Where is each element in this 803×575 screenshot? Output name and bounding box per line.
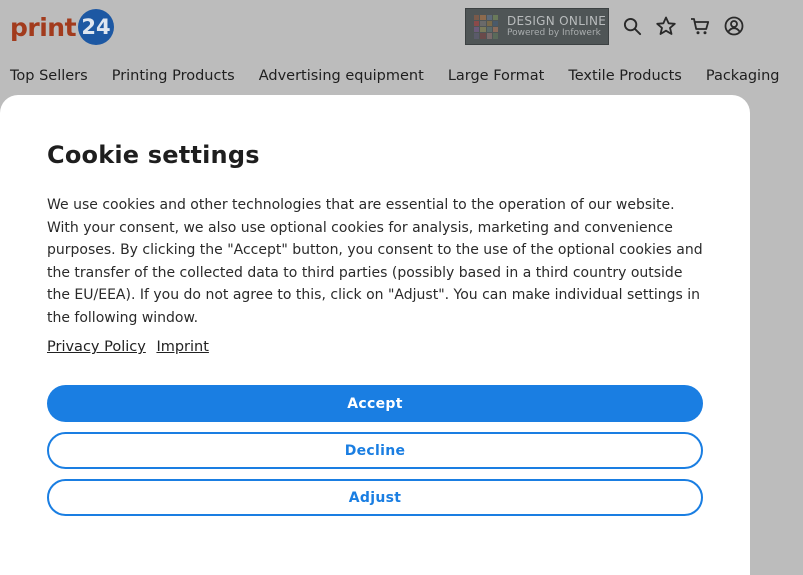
nav-item-packaging[interactable]: Packaging (705, 68, 780, 84)
design-online-subtitle: Powered by Infowerk (507, 28, 601, 38)
search-icon[interactable] (622, 16, 642, 36)
nav-item-printing-products[interactable]: Printing Products (111, 68, 235, 84)
imprint-link[interactable]: Imprint (156, 339, 209, 355)
privacy-policy-link[interactable]: Privacy Policy (47, 339, 146, 355)
star-icon[interactable] (656, 16, 676, 36)
header-icons (622, 16, 744, 36)
user-icon[interactable] (724, 16, 744, 36)
print24-logo[interactable] (10, 9, 114, 45)
nav-item-top-sellers[interactable]: Top Sellers (10, 68, 88, 84)
nav-item-textile-products[interactable]: Textile Products (568, 68, 682, 84)
color-grid-icon (474, 15, 498, 39)
decline-button[interactable]: Decline (47, 432, 703, 469)
cookie-dialog-links (47, 339, 215, 355)
cookie-dialog-title: Cookie settings (47, 141, 260, 169)
logo-text: print (10, 12, 77, 42)
logo-badge: 24 (78, 9, 114, 45)
adjust-button[interactable]: Adjust (47, 479, 703, 516)
cookie-dialog-text: We use cookies and other technologies that are essential to the operation of our website. With your consent, we also use optional cookies for analysis, marketing and convenience purposes. By clicking the "Accept" button, you consent to the use of the optional cookies and the transfer of the collected data to third parties (possibly based in a third country outside the EU/EEA). If you do not agree to this, click on "Adjust". You can make individual settings in the following window. (47, 197, 703, 326)
site-header (0, 0, 780, 95)
main-nav (10, 68, 803, 84)
cart-icon[interactable] (690, 16, 710, 36)
accept-button[interactable]: Accept (47, 385, 703, 422)
nav-item-large-format[interactable]: Large Format (447, 68, 545, 84)
design-online-button[interactable] (465, 8, 609, 45)
nav-item-advertising-equipment[interactable]: Advertising equipment (258, 68, 424, 84)
cookie-settings-dialog (0, 95, 750, 575)
design-online-title: DESIGN ONLINE (507, 14, 607, 28)
